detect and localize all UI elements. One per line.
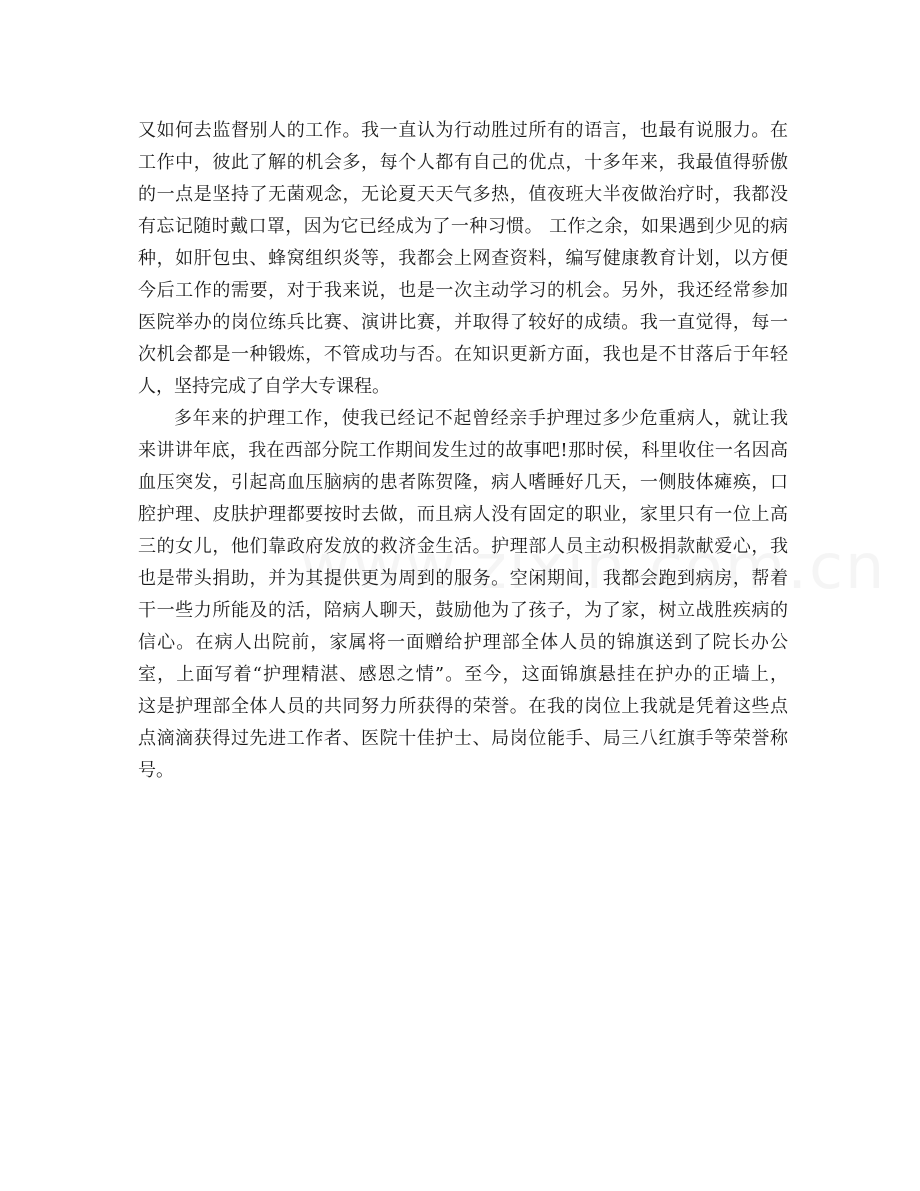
text-line: 三的女儿，他们靠政府发放的救济金生活。护理部人员主动积极捐款献爱心，我 (138, 536, 788, 557)
text-line: 的一点是坚持了无菌观念，无论夏天天气多热，值夜班大半夜做治疗时，我都没 (138, 184, 788, 205)
text-line: 次机会都是一种锻炼，不管成功与否。在知识更新方面，我也是不甘落后于年轻 (138, 344, 788, 365)
text-line: 种，如肝包虫、蜂窝组织炎等，我都会上网查资料，编写健康教育计划，以方便 (138, 248, 788, 269)
text-line: 血压突发，引起高血压脑病的患者陈贺隆，病人嗜睡好几天，一侧肢体瘫痪，口 (138, 472, 788, 493)
text-line: 有忘记随时戴口罩，因为它已经成为了一种习惯。 工作之余，如果遇到少见的病 (138, 216, 788, 237)
text-line: 也是带头捐助，并为其提供更为周到的服务。空闲期间，我都会跑到病房，帮着 (138, 568, 788, 589)
text-line: 腔护理、皮肤护理都要按时去做，而且病人没有固定的职业，家里只有一位上高 (138, 504, 788, 525)
paragraph-2 (138, 403, 788, 787)
text-line: 又如何去监督别人的工作。我一直认为行动胜过所有的语言，也最有说服力。在 (138, 120, 788, 141)
text-line: 人，坚持完成了自学大专课程。 (138, 376, 390, 397)
paragraph-1 (138, 115, 788, 403)
text-line: 点滴滴获得过先进工作者、医院十佳护士、局岗位能手、局三八红旗手等荣誉称 (138, 728, 788, 749)
text-line: 干一些力所能及的活，陪病人聊天，鼓励他为了孩子，为了家，树立战胜疾病的 (138, 600, 788, 621)
text-line: 号。 (138, 760, 174, 781)
text-line: 这是护理部全体人员的共同努力所获得的荣誉。在我的岗位上我就是凭着这些点 (138, 696, 788, 717)
document-body (138, 115, 788, 787)
text-line: 医院举办的岗位练兵比赛、演讲比赛，并取得了较好的成绩。我一直觉得，每一 (138, 312, 788, 333)
text-line: 多年来的护理工作，使我已经记不起曾经亲手护理过多少危重病人，就让我 (174, 408, 788, 429)
text-line: 室，上面写着“护理精湛、感恩之情”。至今，这面锦旗悬挂在护办的正墙上， (138, 664, 788, 685)
text-line: 信心。在病人出院前，家属将一面赠给护理部全体人员的锦旗送到了院长办公 (138, 632, 788, 653)
text-line: 今后工作的需要，对于我来说，也是一次主动学习的机会。另外，我还经常参加 (138, 280, 788, 301)
text-line: 工作中，彼此了解的机会多，每个人都有自己的优点，十多年来，我最值得骄傲 (138, 152, 788, 173)
text-line: 来讲讲年底，我在西部分院工作期间发生过的故事吧!那时侯，科里收住一名因高 (138, 440, 788, 461)
